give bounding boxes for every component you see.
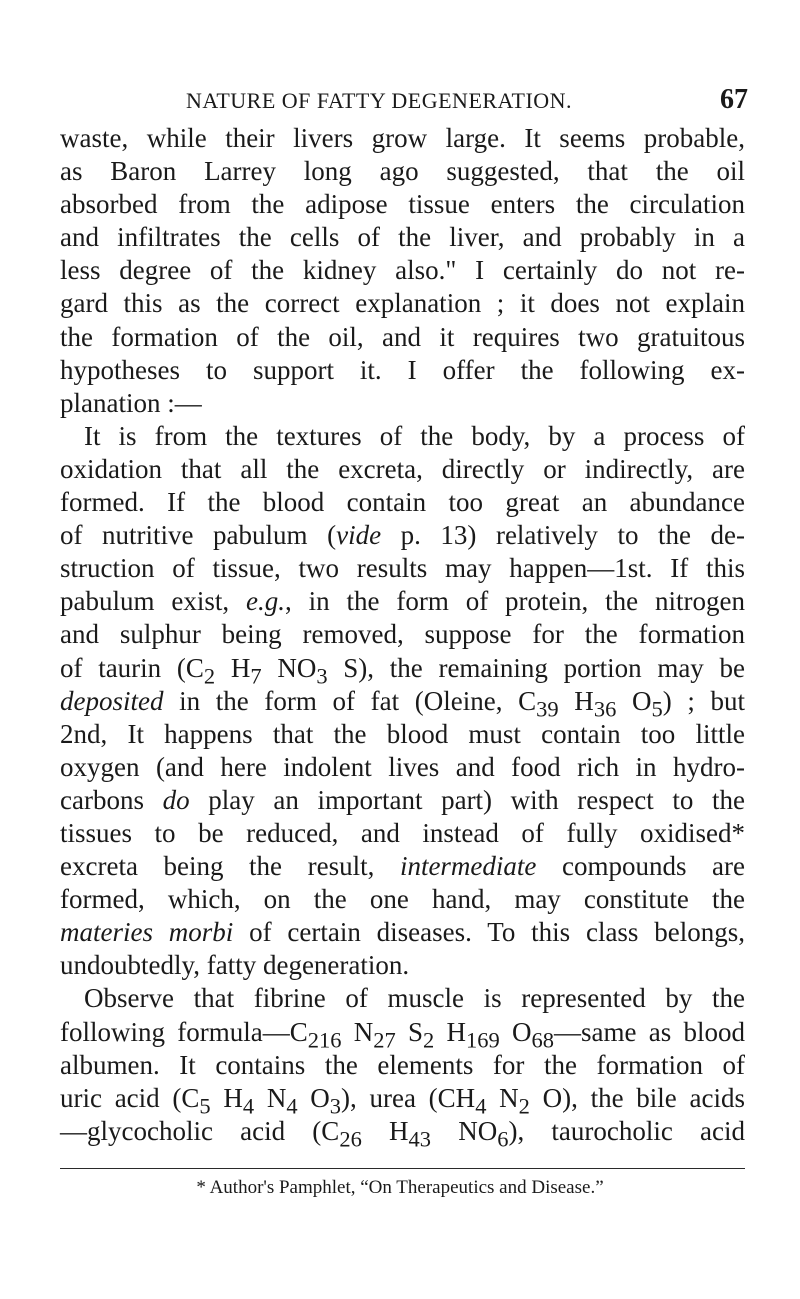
body-text	[60, 122, 746, 1152]
text-line: absorbed from the adipose tissue enters the circulation	[60, 189, 745, 220]
text-line: pabulum exist, e.g., in the form of protein, the nitrogen	[60, 586, 745, 617]
text-line: oxygen (and here indolent lives and food rich in hydro-	[60, 751, 745, 782]
text-line: formed. If the blood contain too great an abundance	[60, 487, 745, 518]
text-line: excreta being the result, intermediate compounds are	[60, 851, 746, 882]
text-line: materies morbi of certain diseases. To this class belongs,	[60, 917, 745, 948]
text-line: waste, while their livers grow large. It seems probable,	[60, 123, 745, 153]
footnote: * Author's Pamphlet, “On Therapeutics and Disease.”	[196, 1177, 604, 1198]
text-line: following $formula—C_{216}$ $N_{27}$ $S_2$ $H_{169}$ $O_{68}—same$ as blood	[60, 1016, 745, 1052]
text-line: struction of tissue, two results may happen—1st. If this	[60, 553, 745, 584]
text-line: planation :—	[60, 387, 202, 418]
text-line: oxidation that all the excreta, directly or indirectly, are	[60, 453, 745, 484]
running-title: NATURE OF FATTY DEGENERATION.	[186, 88, 573, 113]
text-line: tissues to be reduced, and instead of fully oxidised*	[60, 817, 745, 848]
text-line: less degree of the kidney also." I certainly do not re-	[60, 255, 745, 286]
text-line: and infiltrates the cells of the liver, and probably in a	[60, 222, 745, 253]
text-line: the formation of the oil, and it requires two gratuitous	[60, 321, 745, 352]
text-line: uric acid ($C_5$ $H_4$ $N_4$ $O_3$), urea ($CH_4$ $N_2$ O), the bile acids	[60, 1082, 745, 1119]
text-line: as Baron Larrey long ago suggested, that the oil	[60, 156, 745, 187]
text-line: 2nd, It happens that the blood must contain too little	[60, 718, 745, 749]
text-line: formed, which, on the one hand, may constitute the	[60, 884, 745, 915]
footnote-rule	[60, 1168, 745, 1169]
paragraph-start: It is from the textures of the body, by a process of	[84, 420, 745, 451]
text-line: hypotheses to support it. I offer the following ex-	[60, 354, 745, 385]
text-line: deposited in the form of fat (Oleine, $C_{39}$ $H_{36}$ $O_5$) ; but	[60, 685, 746, 721]
text-line: —glycocholic acid ($C_{26}$ $H_{43}$ $NO_6$), taurocholic acid	[60, 1115, 745, 1152]
paragraph-start: Observe that fibrine of muscle is represented by the	[84, 983, 745, 1014]
text-line: of taurin ($C_2$ $H_7$ $NO_3$ S), the remaining portion may be	[60, 652, 746, 688]
page-number: 67	[720, 84, 748, 115]
text-line: and sulphur being removed, suppose for the formation	[60, 619, 745, 650]
text-line: of nutritive pabulum (vide p. 13) relatively to the de-	[60, 520, 746, 551]
text-line: gard this as the correct explanation ; it does not explain	[60, 288, 745, 319]
text-line: albumen. It contains the elements for the formation of	[60, 1049, 745, 1080]
text-line: undoubtedly, fatty degeneration.	[60, 950, 410, 981]
text-line: carbons do play an important part) with respect to the	[60, 784, 746, 815]
